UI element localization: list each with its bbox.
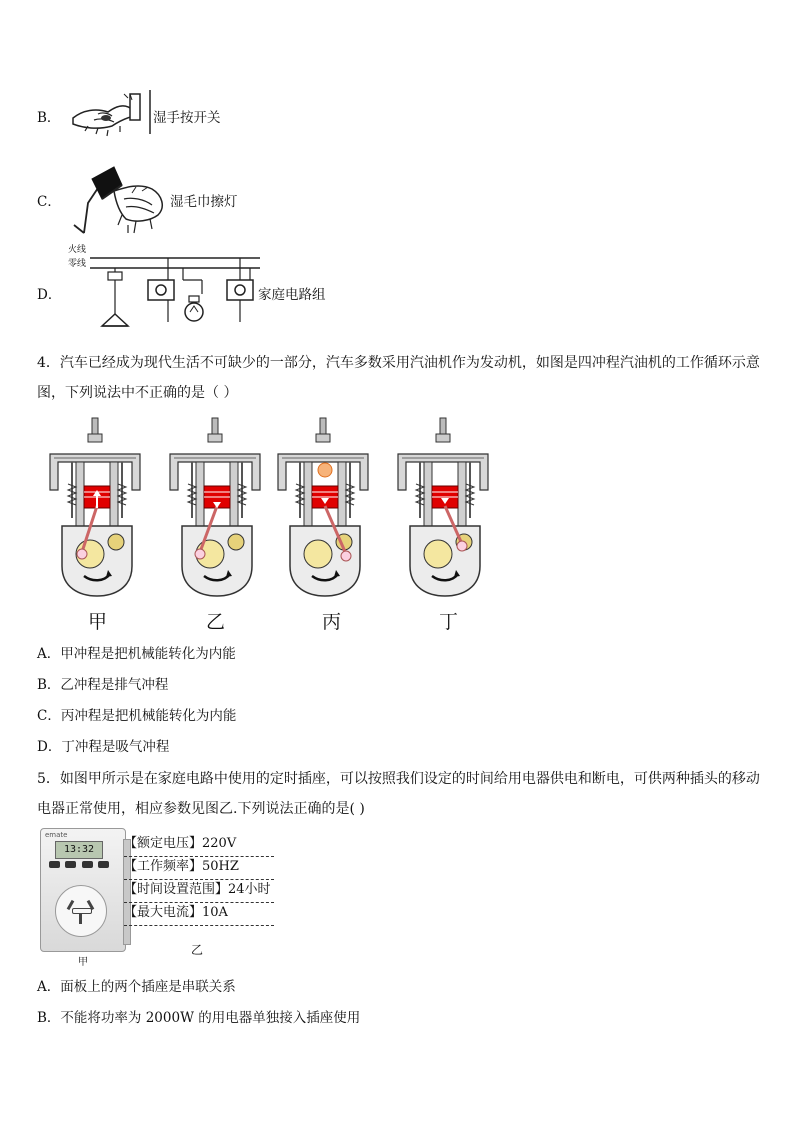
live-wire-label: 火线	[68, 245, 87, 255]
param-row: 【工作频率】50HZ	[124, 857, 274, 880]
q4-option-b: B．乙冲程是排气冲程	[37, 677, 169, 693]
q4-option-a: A．甲冲程是把机械能转化为内能	[37, 646, 236, 662]
four-stroke-engine-figure	[48, 418, 498, 603]
param-row: 【最大电流】10A	[124, 903, 274, 926]
option-b-caption: 湿手按开关	[153, 110, 221, 126]
fig-jia-label: 甲	[78, 957, 88, 968]
device-buttons	[49, 861, 109, 869]
stroke-label-ding: 丁	[439, 611, 459, 633]
param-row: 【时间设置范围】24小时	[124, 880, 274, 903]
wet-towel-lamp-illustration	[66, 163, 171, 238]
fig-yi-label: 乙	[191, 943, 204, 957]
stroke-label-bing: 丙	[322, 611, 342, 633]
q4-option-c: C．丙冲程是把机械能转化为内能	[37, 708, 237, 724]
device-lcd: 13:32	[55, 841, 103, 859]
device-brand: emate	[45, 831, 68, 839]
household-circuit-diagram	[90, 250, 265, 335]
option-d-label: D．	[37, 287, 62, 303]
timer-socket-device	[40, 828, 126, 952]
q4-option-d: D．丁冲程是吸气冲程	[37, 739, 170, 755]
wet-hand-switch-illustration	[68, 88, 163, 138]
option-c-label: C．	[37, 194, 61, 210]
socket-outlet	[55, 885, 107, 937]
q4-stem-line1: 4．汽车已经成为现代生活不可缺少的一部分，汽车多数采用汽油机作为发动机，如图是四冲程汽油机的工作循环示意	[37, 355, 760, 371]
q5-option-b: B．不能将功率为 2000W 的用电器单独接入插座使用	[37, 1010, 361, 1026]
neutral-wire-label: 零线	[68, 259, 87, 269]
q5-stem-line2: 电器正常使用，相应参数见图乙.下列说法正确的是( )	[37, 801, 365, 817]
option-d-caption: 家庭电路组	[258, 287, 326, 303]
q5-option-a: A．面板上的两个插座是串联关系	[37, 979, 236, 995]
stroke-label-jia: 甲	[88, 611, 108, 633]
param-row: 【额定电压】220V	[124, 834, 274, 857]
q4-stem-line2: 图，下列说法中不正确的是（ ）	[37, 385, 238, 401]
q5-stem-line1: 5．如图甲所示是在家庭电路中使用的定时插座，可以按照我们设定的时间给用电器供电和断电，可供两种插头的移动	[37, 771, 760, 787]
param-table	[124, 834, 274, 926]
option-b-label: B．	[37, 110, 61, 126]
option-c-caption: 湿毛巾擦灯	[170, 194, 238, 210]
stroke-label-yi: 乙	[206, 611, 226, 633]
